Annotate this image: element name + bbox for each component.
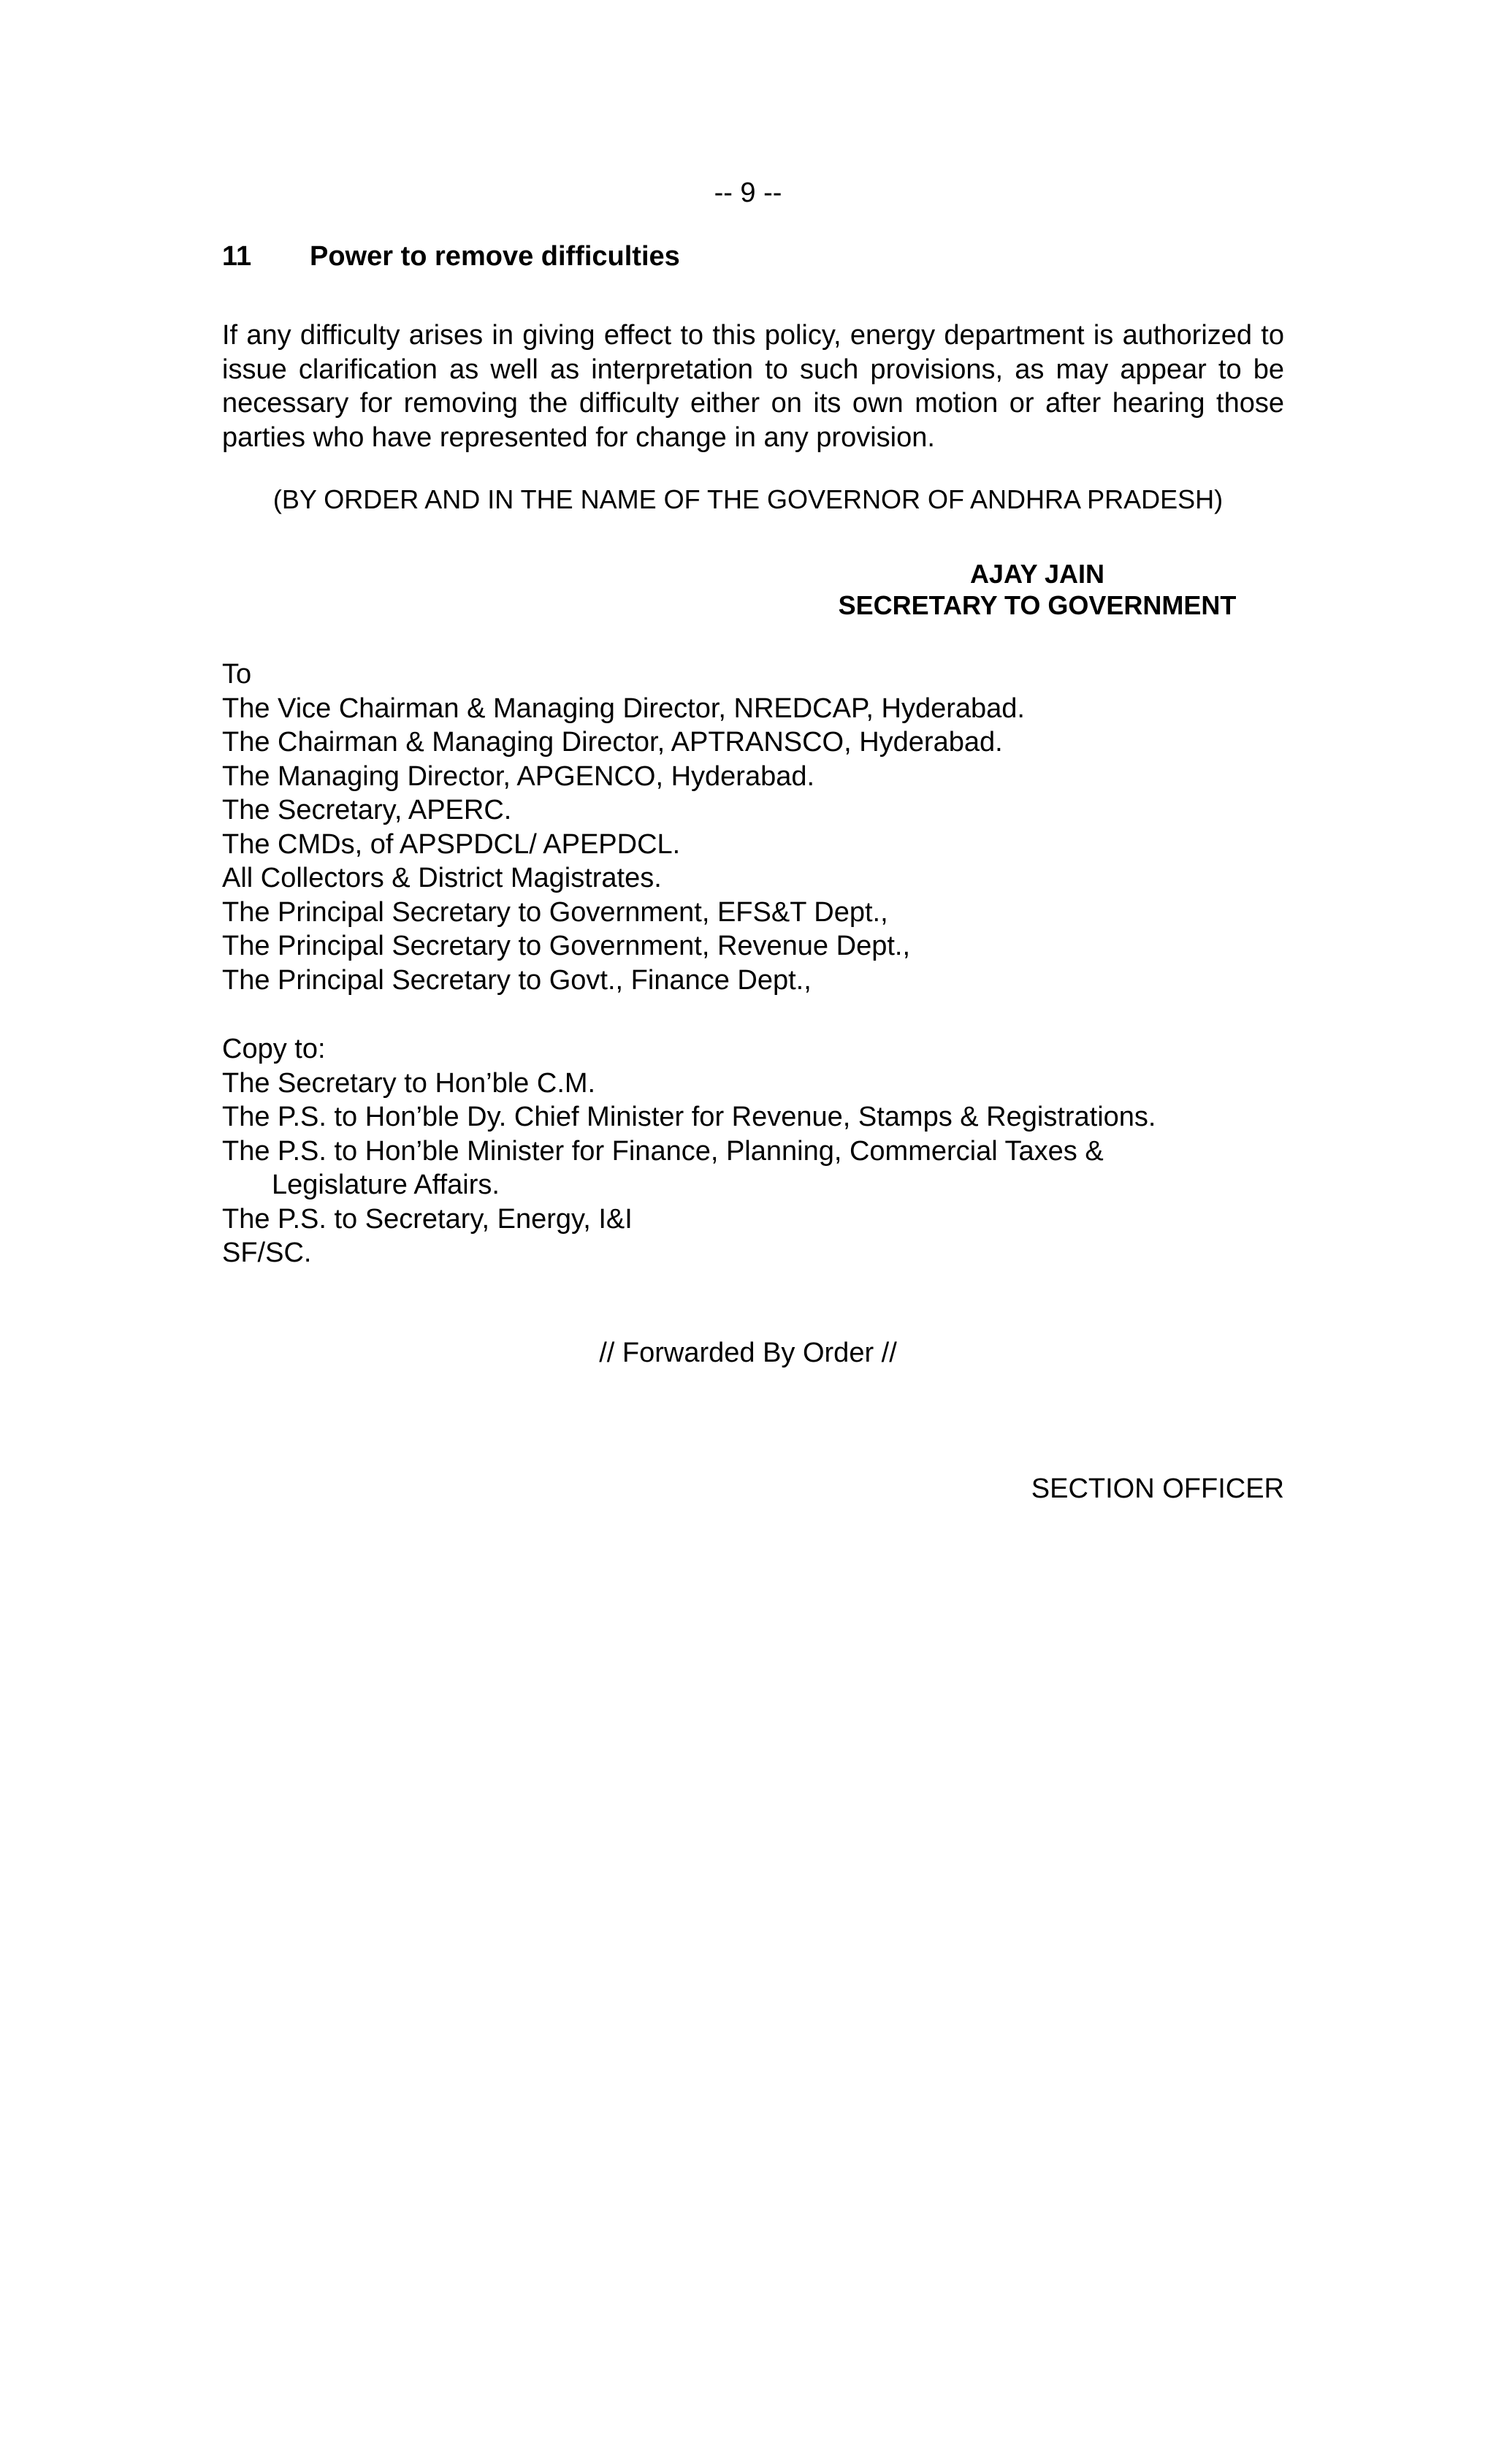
page-number: -- 9 -- <box>714 178 782 208</box>
list-item: The Vice Chairman & Managing Director, NREDCAP, Hyderabad. <box>222 693 1025 724</box>
to-heading: To <box>222 659 252 690</box>
governor-order-line: (BY ORDER AND IN THE NAME OF THE GOVERNOR OF ANDHRA PRADESH) <box>272 484 1224 514</box>
copy-to-list <box>222 1032 1284 1270</box>
list-item: The P.S. to Secretary, Energy, I&I <box>222 1203 633 1235</box>
list-item: The P.S. to Hon’ble Dy. Chief Minister for Revenue, Stamps & Registrations. <box>222 1102 1156 1132</box>
signatory-designation: SECRETARY TO GOVERNMENT <box>838 590 1237 620</box>
list-item: The CMDs, of APSPDCL/ APEPDCL. <box>222 828 681 860</box>
list-item: The Chairman & Managing Director, APTRANSCO, Hyderabad. <box>222 727 1003 758</box>
copy-to-heading: Copy to: <box>222 1034 326 1064</box>
signatory-name: AJAY JAIN <box>969 559 1105 589</box>
list-item: All Collectors & District Magistrates. <box>222 863 662 893</box>
list-item: The Principal Secretary to Government, EFS&T Dept., <box>222 896 888 928</box>
list-item: SF/SC. <box>222 1237 312 1268</box>
list-item: The Secretary, APERC. <box>222 795 512 825</box>
list-item: The Principal Secretary to Government, Revenue Dept., <box>222 931 911 961</box>
policy-paragraph: If any difficulty arises in giving effect to this policy, energy department is authorized to issue clarification as well as interpretation to such provisions, as may appear to be necessary for removing the difficulty either on its own motion or after hearing those parties who have represented for change in any provision. <box>222 320 1284 453</box>
to-recipients-list <box>222 657 1284 997</box>
section-number: 11 <box>222 241 252 272</box>
signatory-block <box>804 558 1271 621</box>
list-item: The Principal Secretary to Govt., Finance Dept., <box>222 964 812 996</box>
forwarded-by-order: // Forwarded By Order // <box>599 1338 897 1368</box>
section-heading <box>222 240 680 273</box>
list-item: The Secretary to Hon’ble C.M. <box>222 1067 596 1099</box>
list-item-continuation: Legislature Affairs. <box>272 1170 500 1200</box>
section-officer-signature: SECTION OFFICER <box>1031 1473 1284 1504</box>
list-item: The Managing Director, APGENCO, Hyderabad. <box>222 760 815 792</box>
section-title: Power to remove difficulties <box>310 241 680 272</box>
list-item: The P.S. to Hon’ble Minister for Finance, Planning, Commercial Taxes & <box>222 1135 1104 1167</box>
